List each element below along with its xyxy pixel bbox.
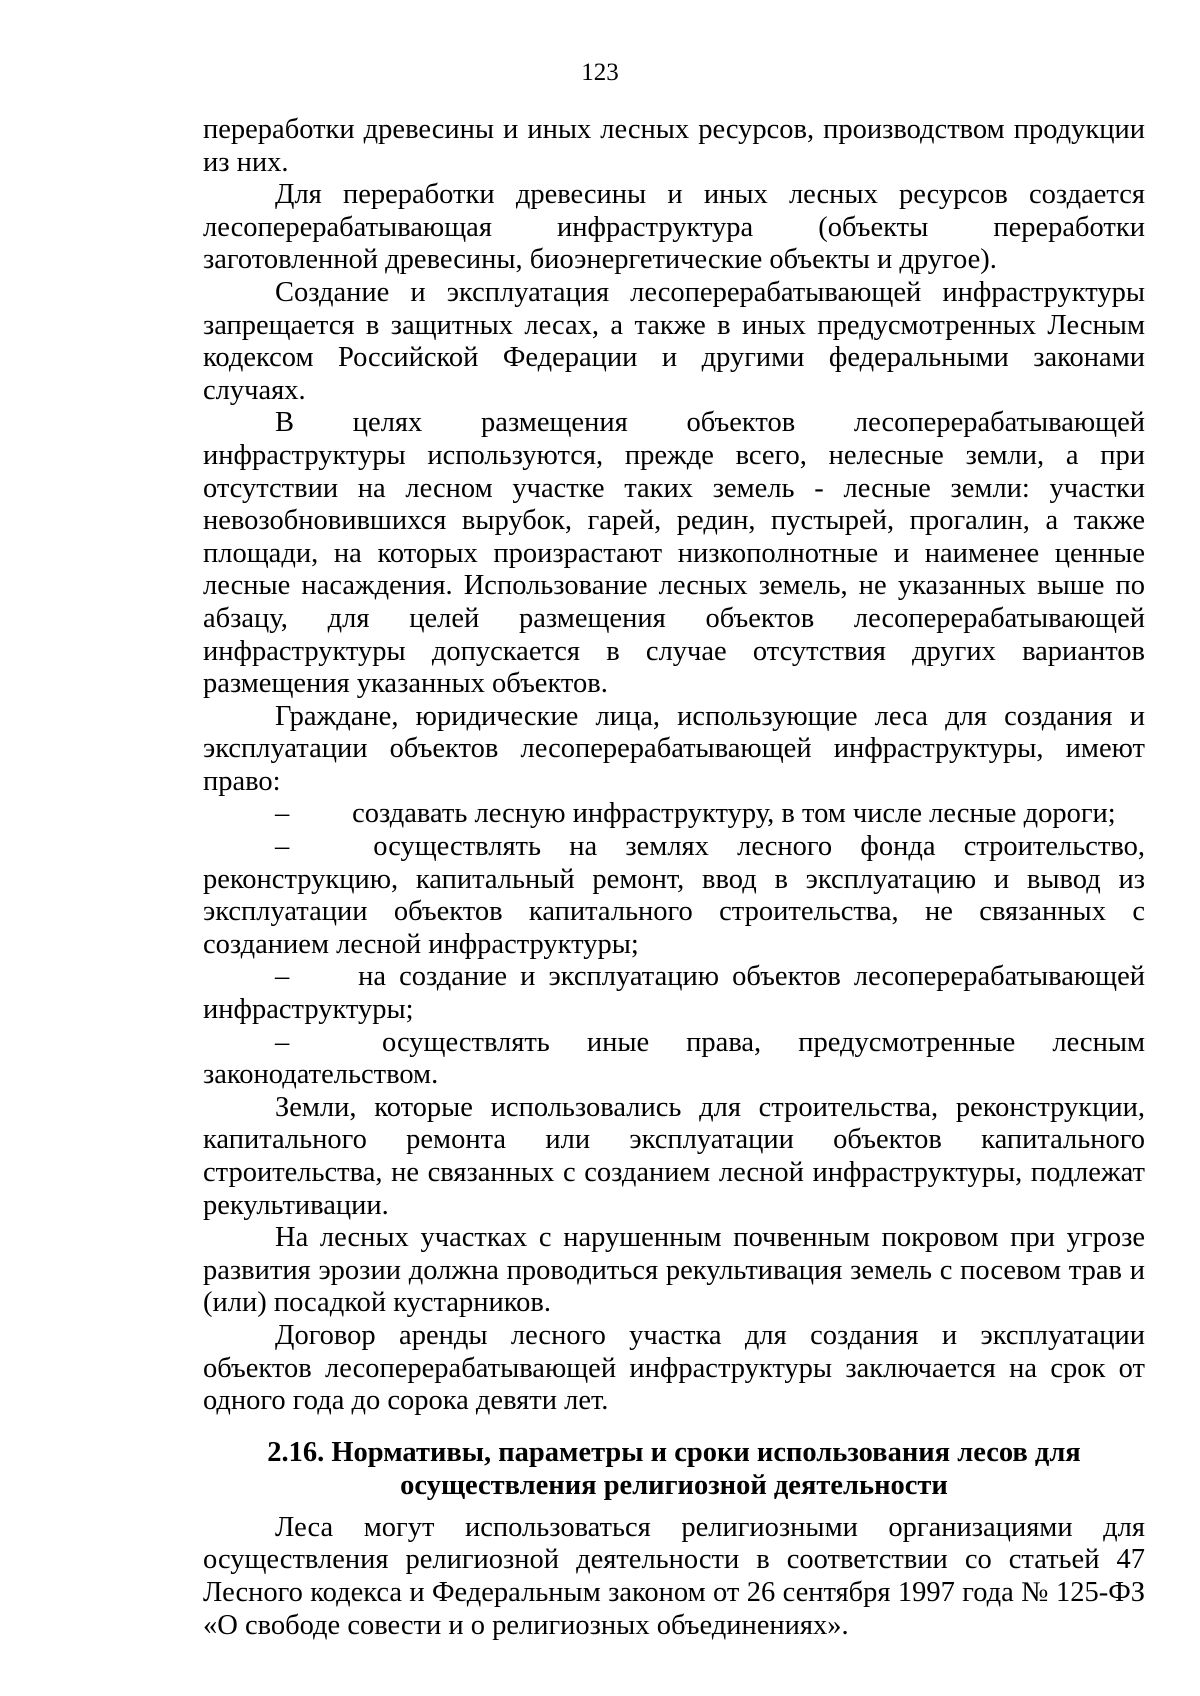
list-item	[203, 1027, 1145, 1092]
paragraph-erosion: На лесных участках с нарушенным почвенным покровом при угрозе развития эрозии должна проводиться рекультивация земель с посевом трав и (или) посадкой кустарников.	[203, 1222, 1145, 1319]
page-number: 123	[581, 59, 619, 86]
list-dash: –	[275, 1026, 290, 1058]
section-heading: 2.16. Нормативы, параметры и сроки использования лесов для осуществления религиозной деятельности	[267, 1436, 1081, 1501]
paragraph-rights-intro: Граждане, юридические лица, использующие леса для создания и эксплуатации объектов лесоперерабатывающей инфраструктуры, имеют право:	[203, 700, 1145, 797]
list-item-text: осуществлять иные права, предусмотренные лесным законодательством.	[203, 1026, 1146, 1091]
list-dash: –	[275, 798, 290, 830]
rights-list	[203, 798, 1145, 1091]
list-item	[203, 961, 1145, 1026]
list-dash: –	[275, 831, 290, 863]
paragraph-recultivation: Земли, которые использовались для строительства, реконструкции, капитального ремонта или эксплуатации объектов капитального строительства, не связанных с созданием лесной инфраструктуры, подлежат рекультивации.	[203, 1091, 1145, 1221]
list-item-text: на создание и эксплуатацию объектов лесоперерабатывающей инфраструктуры;	[203, 961, 1145, 1026]
paragraph-infrastructure-purpose: Для переработки древесины и иных лесных ресурсов создается лесоперерабатывающая инфраструктура (объекты переработки заготовленной древесины, биоэнергетические объекты и другое).	[203, 179, 1145, 276]
paragraph-land-placement: В целях размещения объектов лесоперерабатывающей инфраструктуры используются, прежде всего, нелесные земли, а при отсутствии на лесном участке таких земель - лесные земли: участки невозобновившихся вырубок, гарей, редин, пустырей, прогалин, а также площади, на которых произрастают низкополнотные и наименее ценные лесные насаждения. Использование лесных земель, не указанных выше по абзацу, для целей размещения объектов лесоперерабатывающей инфраструктуры допускается в случае отсутствия других вариантов размещения указанных объектов.	[203, 407, 1145, 700]
paragraph-lease-term: Договор аренды лесного участка для создания и эксплуатации объектов лесоперерабатывающей инфраструктуры заключается на срок от одного года до сорока девяти лет.	[203, 1319, 1145, 1417]
list-item	[203, 798, 1145, 831]
paragraph-protected-forests: Создание и эксплуатация лесоперерабатывающей инфраструктуры запрещается в защитных лесах, а также в иных предусмотренных Лесным кодексом Российской Федерации и другими федеральными законами случаях.	[203, 276, 1145, 406]
paragraph-continuation: переработки древесины и иных лесных ресурсов, производством продукции из них.	[203, 114, 1145, 178]
list-item-text: осуществлять на землях лесного фонда строительство, реконструкцию, капитальный ремонт, ввод в эксплуатацию и вывод из эксплуатации объектов капитального строительства, не связанных с созданием лесной инфраструктуры;	[203, 831, 1145, 960]
list-item	[203, 831, 1145, 961]
document-body	[203, 114, 1145, 1642]
list-item-text: создавать лесную инфраструктуру, в том числе лесные дороги;	[352, 798, 1116, 830]
list-dash: –	[275, 961, 290, 993]
paragraph-religious-use: Леса могут использоваться религиозными организациями для осуществления религиозной деятельности в соответствии со статьей 47 Лесного кодекса и Федеральным законом от 26 сентября 1997 года № 125-ФЗ «О свободе совести и о религиозных объединениях».	[203, 1511, 1145, 1641]
